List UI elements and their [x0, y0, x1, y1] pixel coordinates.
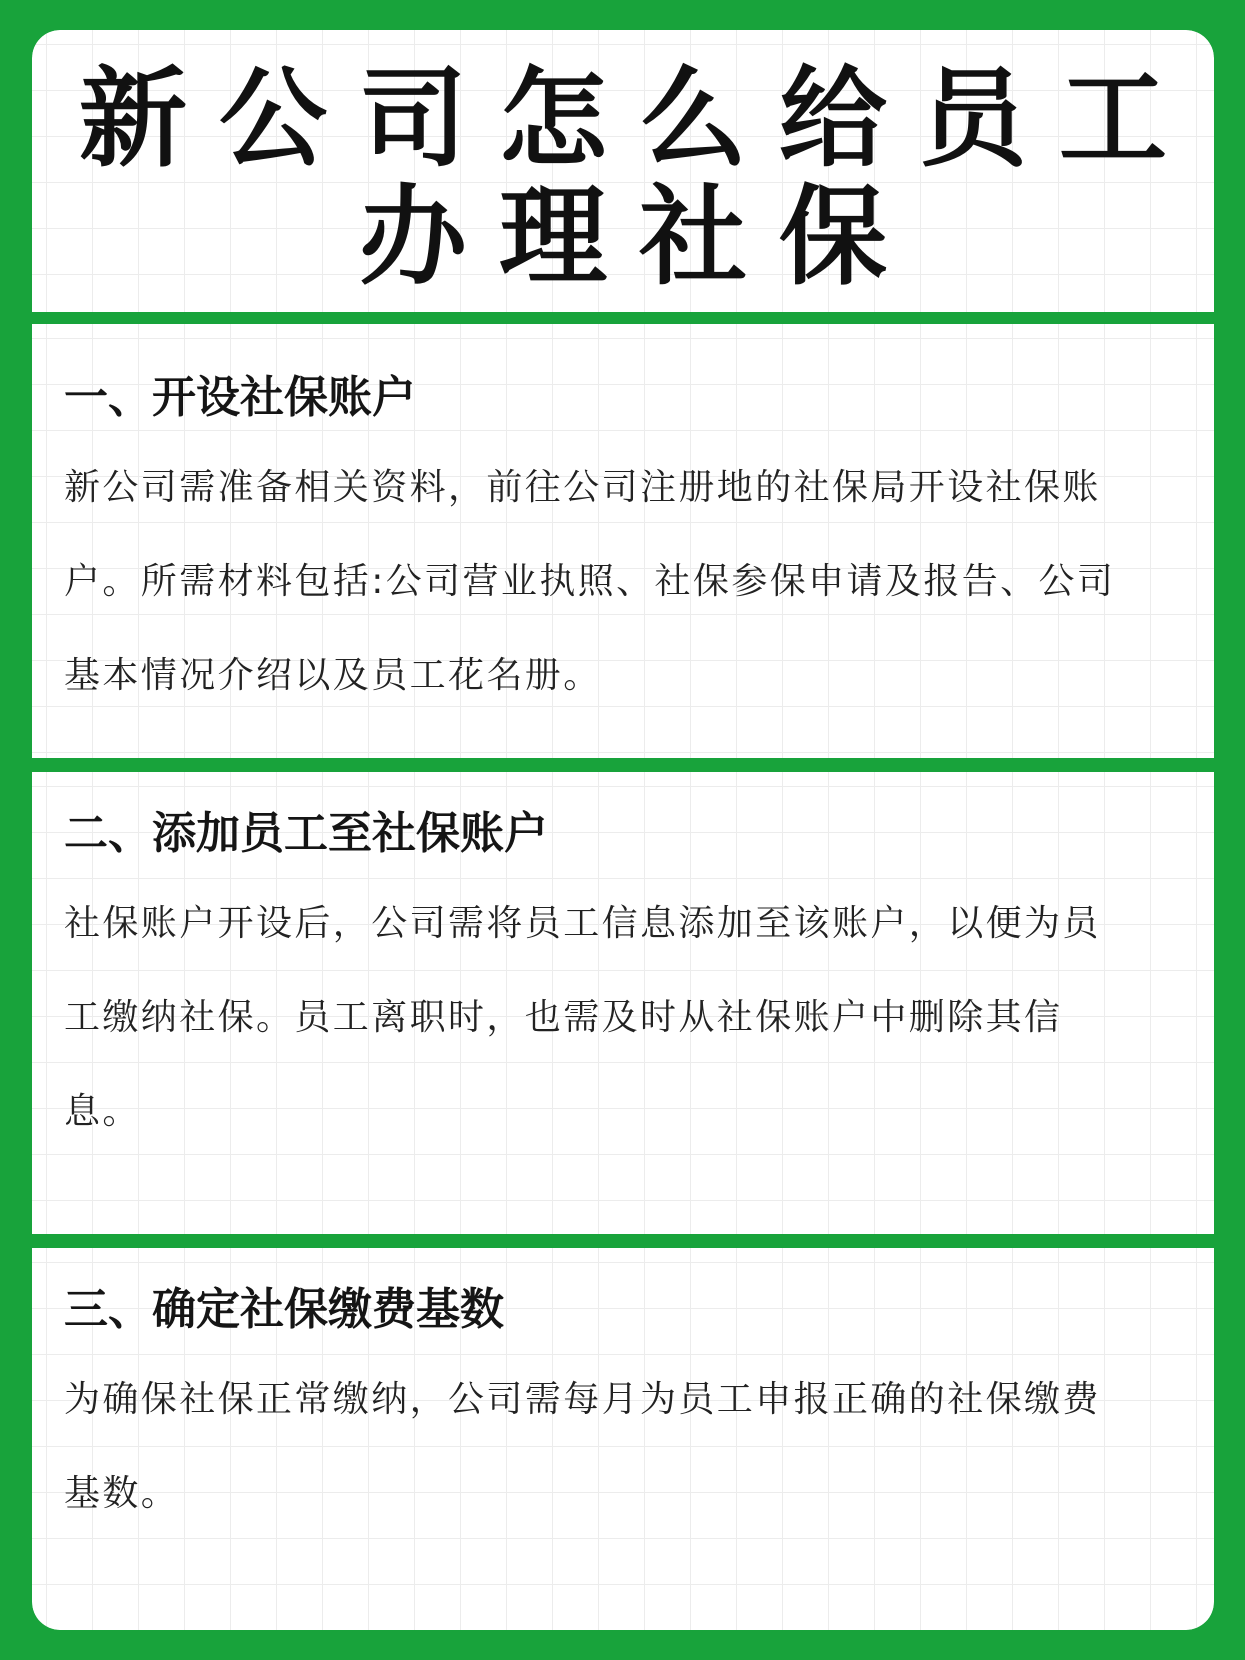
section-text-line: 为确保社保正常缴纳，公司需每月为员工申报正确的社保缴费 [64, 1379, 1101, 1420]
page-title-line-2: 办理社保 [358, 175, 919, 300]
title-panel [32, 30, 1214, 312]
section-text-line: 新公司需准备相关资料，前往公司注册地的社保局开设社保账 [64, 467, 1101, 508]
section-contribution-base [32, 1248, 1214, 1630]
section-heading: 一、开设社保账户 [64, 372, 416, 423]
section-text-line: 基数。 [64, 1473, 180, 1514]
section-heading: 三、确定社保缴费基数 [64, 1284, 504, 1335]
section-text-line: 户。所需材料包括:公司营业执照、社保参保申请及报告、公司 [64, 561, 1116, 602]
section-open-account [32, 324, 1214, 758]
section-text-line: 工缴纳社保。员工离职时，也需及时从社保账户中删除其信 [64, 997, 1063, 1038]
section-text-line: 息。 [64, 1091, 141, 1132]
section-add-employees [32, 772, 1214, 1234]
section-heading: 二、添加员工至社保账户 [64, 808, 548, 859]
page-title-line-1: 新公司怎么给员工 [78, 57, 1199, 182]
card-frame [32, 30, 1214, 1630]
section-text-line: 社保账户开设后，公司需将员工信息添加至该账户，以便为员 [64, 903, 1101, 944]
section-text-line: 基本情况介绍以及员工花名册。 [64, 655, 602, 696]
